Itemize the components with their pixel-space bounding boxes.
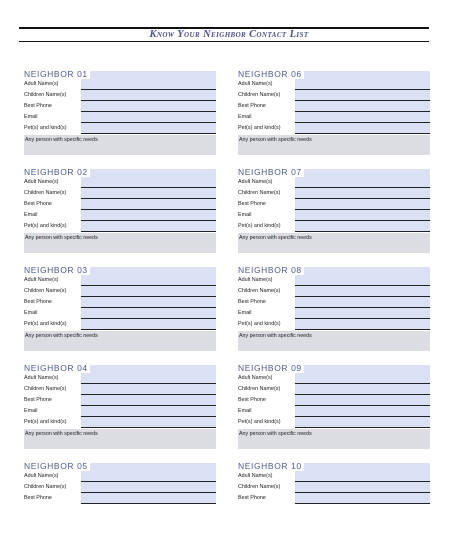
field-input[interactable] (295, 417, 430, 428)
form-row (238, 123, 430, 134)
neighbor-title: NEIGHBOR 10 (238, 461, 302, 471)
form-row (238, 210, 430, 221)
field-input[interactable] (295, 493, 430, 504)
field-input[interactable] (295, 275, 430, 286)
field-label: Email (24, 212, 38, 218)
field-input[interactable] (81, 308, 216, 319)
header-band (82, 463, 216, 471)
form-row (24, 177, 216, 188)
field-input[interactable] (81, 90, 216, 101)
field-label: Children Name(s) (238, 190, 281, 196)
field-label: Adult Name(s) (238, 81, 273, 87)
neighbor-title: NEIGHBOR 07 (238, 167, 302, 177)
neighbor-block (238, 363, 430, 449)
field-label: Adult Name(s) (24, 375, 59, 381)
form-row (24, 482, 216, 493)
form-row (24, 90, 216, 101)
field-input[interactable] (81, 471, 216, 482)
field-label: Pet(s) and kind(s) (238, 125, 281, 131)
field-label: Pet(s) and kind(s) (238, 223, 281, 229)
field-input[interactable] (81, 482, 216, 493)
field-label: Email (24, 114, 38, 120)
specific-needs-field[interactable] (238, 233, 430, 253)
form-row (24, 199, 216, 210)
field-input[interactable] (81, 112, 216, 123)
field-input[interactable] (81, 373, 216, 384)
field-input[interactable] (295, 90, 430, 101)
field-label: Adult Name(s) (238, 179, 273, 185)
form-row (238, 319, 430, 330)
specific-needs-label: Any person with specific needs (239, 235, 312, 241)
field-input[interactable] (81, 319, 216, 330)
specific-needs-field[interactable] (24, 429, 216, 449)
specific-needs-label: Any person with specific needs (239, 333, 312, 339)
field-input[interactable] (81, 79, 216, 90)
field-label: Children Name(s) (24, 190, 67, 196)
neighbor-title: NEIGHBOR 01 (24, 69, 88, 79)
neighbor-block (24, 265, 216, 351)
field-label: Adult Name(s) (238, 473, 273, 479)
field-input[interactable] (295, 123, 430, 134)
field-label: Best Phone (24, 397, 52, 403)
form-row (24, 188, 216, 199)
specific-needs-label: Any person with specific needs (25, 235, 98, 241)
neighbor-header (24, 461, 216, 471)
form-row (238, 221, 430, 232)
form-row (238, 188, 430, 199)
specific-needs-field[interactable] (238, 331, 430, 351)
neighbor-header (238, 265, 430, 275)
field-label: Email (24, 408, 38, 414)
neighbor-header (24, 167, 216, 177)
field-label: Pet(s) and kind(s) (24, 321, 67, 327)
header-band (82, 365, 216, 373)
neighbor-header (24, 265, 216, 275)
field-label: Pet(s) and kind(s) (24, 419, 67, 425)
field-label: Children Name(s) (24, 484, 67, 490)
field-input[interactable] (81, 210, 216, 221)
form-row (24, 286, 216, 297)
form-row (24, 471, 216, 482)
field-label: Best Phone (24, 103, 52, 109)
field-input[interactable] (295, 112, 430, 123)
field-label: Children Name(s) (238, 288, 281, 294)
specific-needs-label: Any person with specific needs (25, 333, 98, 339)
form-row (238, 395, 430, 406)
field-label: Best Phone (238, 201, 266, 207)
neighbor-title: NEIGHBOR 04 (24, 363, 88, 373)
neighbor-block (238, 265, 430, 351)
field-label: Email (24, 310, 38, 316)
field-input[interactable] (81, 221, 216, 232)
field-input[interactable] (81, 395, 216, 406)
field-label: Pet(s) and kind(s) (238, 419, 281, 425)
neighbor-header (238, 363, 430, 373)
form-row (24, 406, 216, 417)
specific-needs-field[interactable] (24, 331, 216, 351)
form-row (238, 493, 430, 504)
field-input[interactable] (81, 123, 216, 134)
field-input[interactable] (295, 395, 430, 406)
header-band (82, 267, 216, 275)
header-band (82, 169, 216, 177)
form-row (24, 79, 216, 90)
field-input[interactable] (81, 417, 216, 428)
form-row (238, 101, 430, 112)
field-label: Best Phone (238, 495, 266, 501)
specific-needs-label: Any person with specific needs (239, 431, 312, 437)
field-label: Email (238, 408, 252, 414)
form-row (238, 199, 430, 210)
field-input[interactable] (81, 406, 216, 417)
neighbor-title: NEIGHBOR 06 (238, 69, 302, 79)
header-band (296, 71, 430, 79)
field-input[interactable] (295, 199, 430, 210)
form-row (24, 417, 216, 428)
field-input[interactable] (295, 373, 430, 384)
neighbor-title: NEIGHBOR 05 (24, 461, 88, 471)
field-label: Email (238, 310, 252, 316)
neighbor-header (24, 363, 216, 373)
field-input[interactable] (295, 177, 430, 188)
neighbor-block (238, 167, 430, 253)
header-band (296, 463, 430, 471)
neighbor-header (24, 69, 216, 79)
field-input[interactable] (295, 188, 430, 199)
field-label: Email (238, 114, 252, 120)
page-title: Know Your Neighbor Contact List (149, 29, 309, 40)
field-input[interactable] (295, 297, 430, 308)
field-input[interactable] (295, 79, 430, 90)
form-row (238, 79, 430, 90)
field-input[interactable] (81, 188, 216, 199)
form-row (238, 112, 430, 123)
field-label: Children Name(s) (238, 92, 281, 98)
field-input[interactable] (295, 319, 430, 330)
specific-needs-label: Any person with specific needs (239, 137, 312, 143)
specific-needs-field[interactable] (24, 135, 216, 155)
form-row (238, 275, 430, 286)
field-input[interactable] (81, 297, 216, 308)
neighbor-title: NEIGHBOR 03 (24, 265, 88, 275)
field-label: Pet(s) and kind(s) (24, 125, 67, 131)
form-row (24, 308, 216, 319)
field-label: Pet(s) and kind(s) (24, 223, 67, 229)
neighbor-header (238, 461, 430, 471)
form-row (238, 384, 430, 395)
field-label: Adult Name(s) (24, 81, 59, 87)
field-input[interactable] (295, 406, 430, 417)
field-label: Children Name(s) (238, 386, 281, 392)
neighbor-block (238, 461, 430, 504)
neighbor-header (238, 69, 430, 79)
field-input[interactable] (81, 275, 216, 286)
specific-needs-label: Any person with specific needs (25, 431, 98, 437)
field-label: Children Name(s) (24, 288, 67, 294)
field-label: Adult Name(s) (238, 375, 273, 381)
field-label: Best Phone (24, 495, 52, 501)
neighbor-header (238, 167, 430, 177)
specific-needs-field[interactable] (24, 233, 216, 253)
neighbor-title: NEIGHBOR 09 (238, 363, 302, 373)
form-row (238, 471, 430, 482)
form-row (238, 297, 430, 308)
field-label: Adult Name(s) (24, 179, 59, 185)
field-label: Best Phone (238, 299, 266, 305)
form-row (24, 493, 216, 504)
field-label: Best Phone (24, 299, 52, 305)
form-row (24, 101, 216, 112)
field-input[interactable] (81, 199, 216, 210)
form-row (24, 319, 216, 330)
header-band (82, 71, 216, 79)
header-band (296, 365, 430, 373)
field-label: Adult Name(s) (24, 473, 59, 479)
field-input[interactable] (295, 471, 430, 482)
form-row (24, 373, 216, 384)
field-label: Children Name(s) (24, 386, 67, 392)
form-row (238, 482, 430, 493)
field-input[interactable] (295, 101, 430, 112)
form-row (24, 384, 216, 395)
form-row (238, 286, 430, 297)
field-label: Best Phone (238, 397, 266, 403)
field-input[interactable] (81, 177, 216, 188)
field-label: Best Phone (238, 103, 266, 109)
form-row (24, 395, 216, 406)
field-label: Adult Name(s) (24, 277, 59, 283)
neighbor-block (24, 167, 216, 253)
field-input[interactable] (81, 384, 216, 395)
field-label: Best Phone (24, 201, 52, 207)
field-label: Pet(s) and kind(s) (238, 321, 281, 327)
field-input[interactable] (81, 286, 216, 297)
form-row (24, 297, 216, 308)
header-band (296, 267, 430, 275)
field-input[interactable] (295, 482, 430, 493)
form-row (238, 177, 430, 188)
neighbor-title: NEIGHBOR 02 (24, 167, 88, 177)
neighbor-block (24, 69, 216, 155)
specific-needs-label: Any person with specific needs (25, 137, 98, 143)
field-label: Email (238, 212, 252, 218)
field-label: Adult Name(s) (238, 277, 273, 283)
field-input[interactable] (295, 308, 430, 319)
title-bottom-rule (19, 41, 429, 42)
form-row (238, 406, 430, 417)
specific-needs-field[interactable] (238, 135, 430, 155)
field-input[interactable] (295, 286, 430, 297)
form-row (24, 275, 216, 286)
neighbor-block (24, 363, 216, 449)
field-input[interactable] (295, 384, 430, 395)
field-input[interactable] (295, 210, 430, 221)
field-input[interactable] (81, 101, 216, 112)
form-row (24, 210, 216, 221)
form-row (238, 308, 430, 319)
header-band (296, 169, 430, 177)
form-row (24, 123, 216, 134)
neighbor-title: NEIGHBOR 08 (238, 265, 302, 275)
form-row (238, 417, 430, 428)
field-label: Children Name(s) (24, 92, 67, 98)
field-input[interactable] (81, 493, 216, 504)
form-row (238, 90, 430, 101)
neighbor-block (238, 69, 430, 155)
field-label: Children Name(s) (238, 484, 281, 490)
form-row (238, 373, 430, 384)
neighbor-block (24, 461, 216, 504)
specific-needs-field[interactable] (238, 429, 430, 449)
field-input[interactable] (295, 221, 430, 232)
form-row (24, 221, 216, 232)
form-row (24, 112, 216, 123)
